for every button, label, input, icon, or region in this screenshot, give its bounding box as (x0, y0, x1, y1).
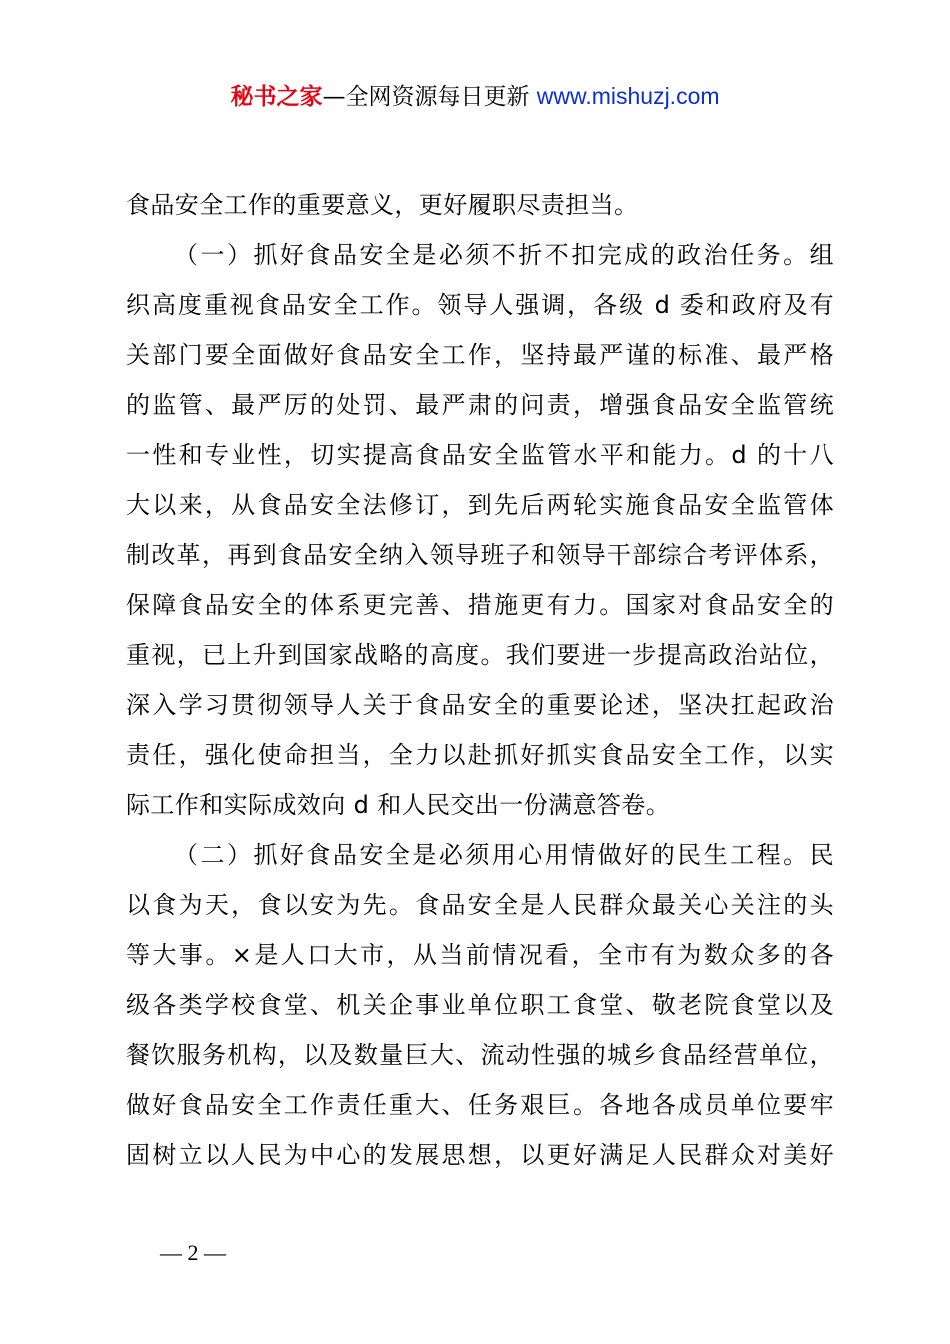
text-line: 做好食品安全工作责任重大、任务艰巨。各地各成员单位要牢 (126, 1091, 834, 1119)
text-line: 制改革，再到食品安全纳入领导班子和领导干部综合考评体系， (126, 541, 834, 569)
text-line: 织高度重视食品安全工作。领导人强调，各级 d 委和政府及有 (126, 291, 834, 319)
text-line: 的监管、最严厉的处罚、最严肃的问责，增强食品安全监管统 (126, 391, 834, 419)
text-line: 保障食品安全的体系更完善、措施更有力。国家对食品安全的 (126, 591, 834, 619)
text-line: 食品安全工作的重要意义，更好履职尽责担当。 (126, 191, 639, 219)
banner-tagline: —全网资源每日更新 (322, 84, 530, 110)
text-line: 固树立以人民为中心的发展思想，以更好满足人民群众对美好 (126, 1141, 834, 1169)
paragraph-heading-1: （一）抓好食品安全是必须不折不扣完成的政治任务。组 (174, 241, 834, 269)
text-line: 际工作和实际成效向 d 和人民交出一份满意答卷。 (126, 791, 671, 819)
text-line: 责任，强化使命担当，全力以赴抓好抓实食品安全工作，以实 (126, 741, 834, 769)
document-body (126, 180, 834, 1180)
page-number: — 2 — (160, 1240, 226, 1265)
brand-name: 秘书之家 (230, 84, 323, 110)
text-line: 以食为天，食以安为先。食品安全是人民群众最关心关注的头 (126, 891, 834, 919)
text-line: 重视，已上升到国家战略的高度。我们要进一步提高政治站位， (126, 641, 834, 669)
site-url-link[interactable]: www.mishuzj.com (536, 83, 720, 109)
text-line: 深入学习贯彻领导人关于食品安全的重要论述，坚决扛起政治 (126, 691, 834, 719)
text-line: 等大事。×是人口大市，从当前情况看，全市有为数众多的各 (126, 941, 834, 969)
paragraph-heading-2: （二）抓好食品安全是必须用心用情做好的民生工程。民 (174, 841, 834, 869)
site-banner (0, 80, 950, 113)
text-line: 级各类学校食堂、机关企事业单位职工食堂、敬老院食堂以及 (126, 991, 834, 1019)
text-line: 关部门要全面做好食品安全工作，坚持最严谨的标准、最严格 (126, 341, 834, 369)
text-line: 大以来，从食品安全法修订，到先后两轮实施食品安全监管体 (126, 491, 834, 519)
text-line: 一性和专业性，切实提高食品安全监管水平和能力。d 的十八 (126, 441, 834, 469)
text-line: 餐饮服务机构，以及数量巨大、流动性强的城乡食品经营单位， (126, 1041, 834, 1069)
